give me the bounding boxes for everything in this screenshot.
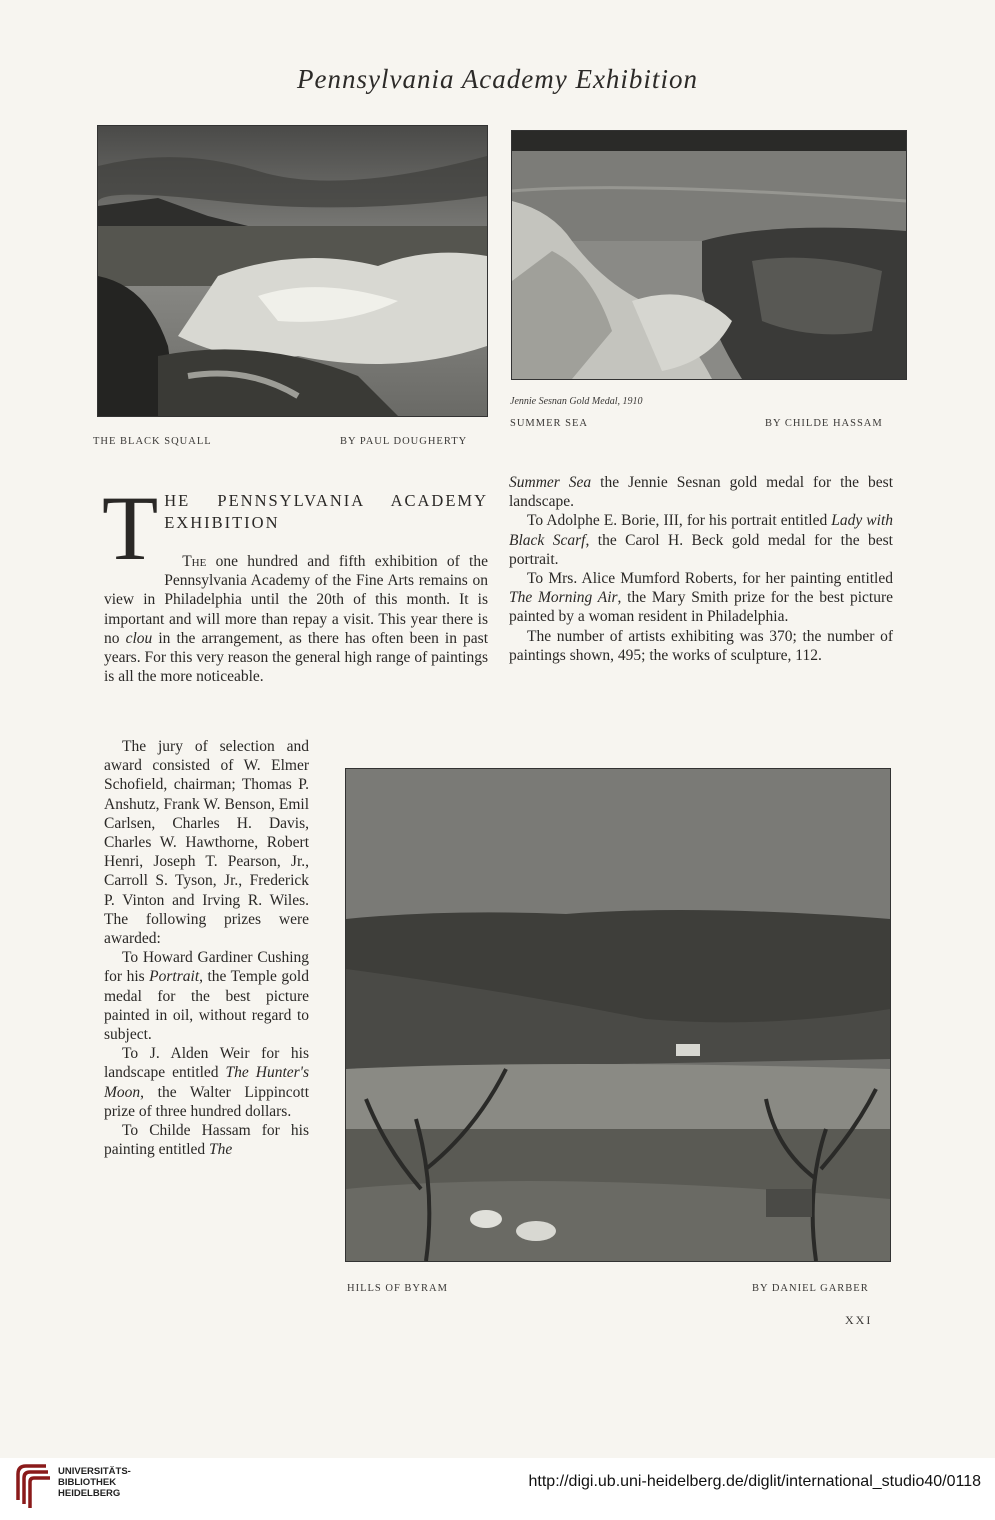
roberts-title: The Morning Air: [509, 589, 618, 607]
hassam-title-start: The: [209, 1141, 233, 1159]
paragraph-hassam-start: [104, 1121, 309, 1159]
page-number: XXI: [845, 1313, 873, 1327]
running-head: Pennsylvania Academy Exhibition: [297, 64, 698, 94]
cushing-title: Portrait: [149, 968, 200, 986]
library-name-line-2: BIBLIOTHEK: [58, 1477, 117, 1488]
plate-hills-of-byram: [345, 768, 891, 1262]
caption-summer-sea-artist: BY CHILDE HASSAM: [765, 418, 883, 429]
library-name-line-3: HEIDELBERG: [58, 1488, 121, 1499]
roberts-text: To Mrs. Alice Mumford Roberts, for her painting entitled: [527, 570, 893, 588]
paragraph-borie: [509, 511, 893, 569]
summer-sea-image: [512, 131, 906, 379]
cushing-text-end: , the Temple gold medal for the best picture painted in oil, without regard to subject.: [104, 968, 309, 1044]
source-url-link[interactable]: http://digi.ub.uni-heidelberg.de/diglit/international_studio40/0118: [528, 1473, 981, 1490]
black-squall-image: [98, 126, 487, 416]
lead-word: The: [182, 553, 207, 570]
library-logo-icon: [12, 1460, 54, 1510]
medal-note-summer-sea: Jennie Sesnan Gold Medal, 1910: [510, 396, 643, 407]
hills-of-byram-image: [346, 769, 890, 1261]
weir-text-end: , the Walter Lippincott prize of three hundred dollars.: [104, 1083, 309, 1120]
article-right-column: [509, 473, 893, 665]
article-narrow-column: [104, 737, 309, 1159]
caption-black-squall-artist: BY PAUL DOUGHERTY: [340, 436, 468, 447]
caption-hills-title: HILLS OF BYRAM: [347, 1283, 448, 1294]
plate-summer-sea: [511, 130, 907, 380]
paragraph-weir: [104, 1044, 309, 1121]
hassam-text: To Childe Hassam for his painting entitled: [104, 1122, 309, 1159]
library-name-line-1: UNIVERSITÄTS-: [58, 1466, 131, 1477]
paragraph-intro-clou: clou: [125, 629, 153, 647]
borie-text: To Adolphe E. Borie, III, for his portrait entitled: [527, 512, 832, 530]
cushing-text: To Howard Gardiner Cushing for his: [104, 949, 309, 986]
paragraph-hassam-end: [509, 473, 893, 511]
paragraph-jury: The jury of selection and award consisted of W. Elmer Schofield, chairman; Thomas P. Anshutz, Frank W. Benson, Emil Carlsen, Charles H. Davis, Charles W. Hawthorne, Robert Henri, Joseph T. Pearson, Jr., Carroll S. Tyson, Jr., Frederick P. Vinton and Irving R. Wiles. The following prizes were awarded:: [104, 738, 309, 948]
hassam-title-end: Summer Sea: [509, 474, 592, 491]
paragraph-roberts: [509, 569, 893, 627]
borie-title: Lady with Black Scarf: [509, 512, 894, 549]
caption-hills-artist: BY DANIEL GARBER: [752, 1283, 869, 1294]
borie-text-end: , the Carol H. Beck gold medal for the best portrait.: [509, 531, 893, 568]
article-heading: HE PENNSYLVANIA ACADEMY EXHIBITION: [164, 491, 488, 532]
library-name: [58, 1466, 131, 1499]
plate-black-squall: [97, 125, 488, 417]
roberts-text-end: , the Mary Smith prize for the best picture painted by a woman resident in Philadelphia.: [509, 589, 893, 626]
paragraph-intro-end: in the arrangement, as there has often been in past years. For this very reason the general high range of paintings is all the more noticeable.: [104, 629, 488, 686]
dropcap: T: [102, 477, 159, 579]
caption-black-squall-title: THE BLACK SQUALL: [93, 436, 212, 447]
article-left-column: [102, 477, 488, 686]
paragraph-statistics: The number of artists exhibiting was 370; the number of paintings shown, 495; the works of sculpture, 112.: [509, 627, 893, 664]
paragraph-intro: [104, 552, 488, 686]
paragraph-intro-text: one hundred and fifth exhibition of the Pennsylvania Academy of the Fine Arts remains on view in Philadelphia until the 20th of this month. It is important and will more than repay a visit. This year there is no: [104, 553, 488, 647]
weir-title: The Hunter's Moon: [104, 1064, 310, 1101]
caption-summer-sea-title: SUMMER SEA: [510, 418, 588, 429]
hassam-text-end: the Jennie Sesnan gold medal for the best landscape.: [509, 474, 893, 511]
weir-text: To J. Alden Weir for his landscape entitled: [104, 1045, 309, 1082]
paragraph-cushing: [104, 948, 309, 1044]
